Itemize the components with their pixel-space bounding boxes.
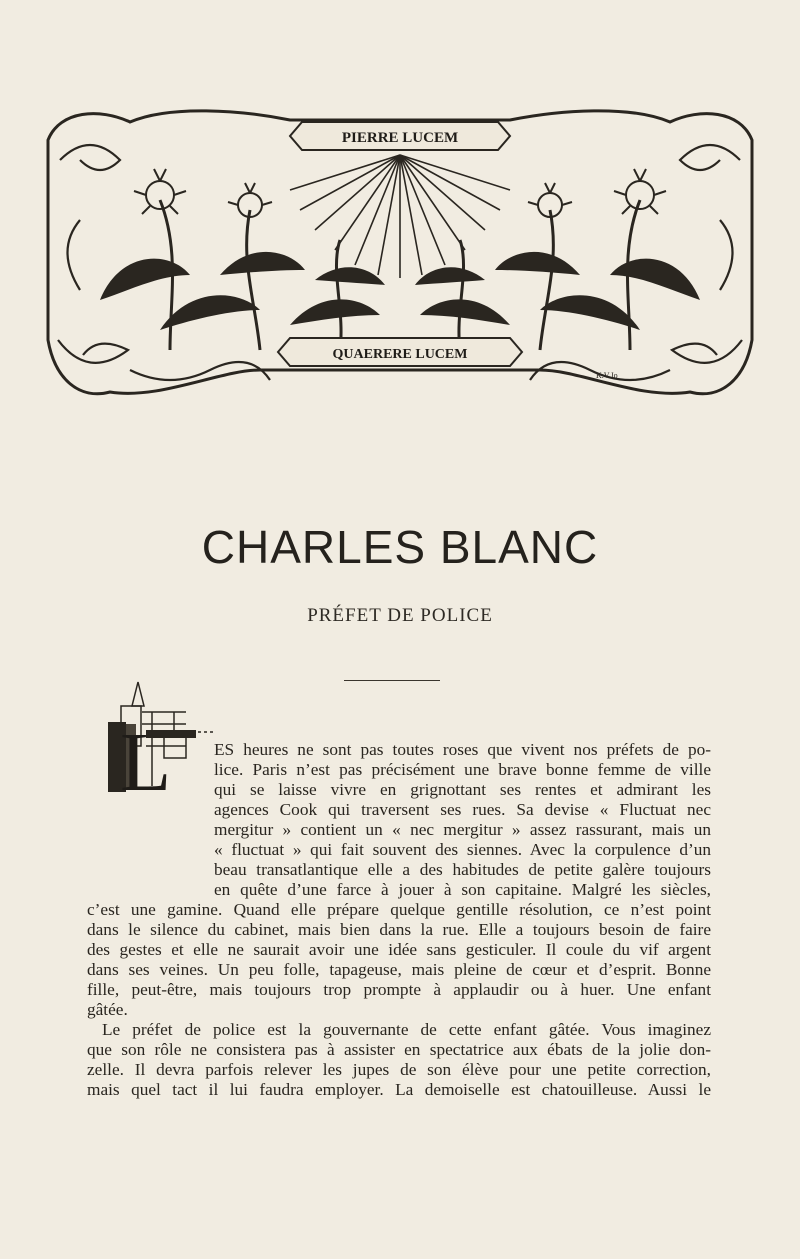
banner-top-text: PIERRE LUCEM: [341, 130, 459, 146]
drop-cap-letter: L: [120, 716, 172, 796]
text-line: fille, peut-être, mais toujours trop prompte à applaudir ou à huer. Une enfant: [87, 980, 711, 999]
text-line: des gestes et elle ne saurait avoir une idée sans gesticuler. Il coule du vif argent: [87, 940, 711, 959]
text-line: agences Cook qui traversent ses rues. Sa devise « Fluctuat nec: [214, 800, 711, 819]
text-line: zelle. Il devra parfois relever les jupes de son élève pour une petite correction,: [87, 1060, 711, 1079]
text-line: gâtée.: [87, 1000, 128, 1019]
text-line: Le préfet de police est la gouvernante de cette enfant gâtée. Vous imaginez: [102, 1020, 711, 1039]
text-line: dans ses veines. Un peu folle, tapageuse, mais pleine de cœur et d’esprit. Bonne: [87, 960, 711, 979]
banner-bottom-text: QUAERERE LUCEM: [332, 347, 468, 362]
artist-signature: K.V.Jo: [596, 371, 618, 380]
divider-rule: [344, 680, 440, 681]
text-line: « fluctuat » qui fait souvent des siennes. Avec la corpulence d’un: [214, 840, 711, 859]
text-line: lice. Paris n’est pas précisément une brave bonne femme de ville: [214, 760, 711, 779]
page-subtitle: PRÉFET DE POLICE: [307, 605, 493, 626]
page-title: CHARLES BLANC: [201, 521, 599, 573]
text-line: ES heures ne sont pas toutes roses que vivent nos préfets de po-: [214, 740, 711, 759]
banner-bottom: [278, 338, 522, 366]
floral-headpiece-illustration: [40, 100, 760, 410]
text-line: dans le silence du cabinet, mais bien dans la rue. Elle a toujours besoin de faire: [87, 920, 711, 939]
text-line: qui se laisse vivre en grignottant ses rentes et admirant les: [214, 780, 711, 799]
text-line: beau transatlantique elle a des habitudes de petite galère toujours: [214, 860, 711, 879]
text-line: que son rôle ne consistera pas à assister en spectatrice aux ébats de la jolie don-: [87, 1040, 711, 1059]
text-line: c’est une gamine. Quand elle prépare quelque gentille résolution, ce n’est point: [87, 900, 711, 919]
text-line: en quête d’une farce à jouer à son capitaine. Malgré les siècles,: [214, 880, 711, 899]
banner-top: [290, 122, 510, 150]
text-line: mais quel tact il lui faudra employer. La demoiselle est chatouilleuse. Aussi le: [87, 1080, 711, 1099]
drop-cap-illustration: [86, 676, 216, 796]
text-line: mergitur » contient un « nec mergitur » assez rassurant, mais un: [214, 820, 711, 839]
